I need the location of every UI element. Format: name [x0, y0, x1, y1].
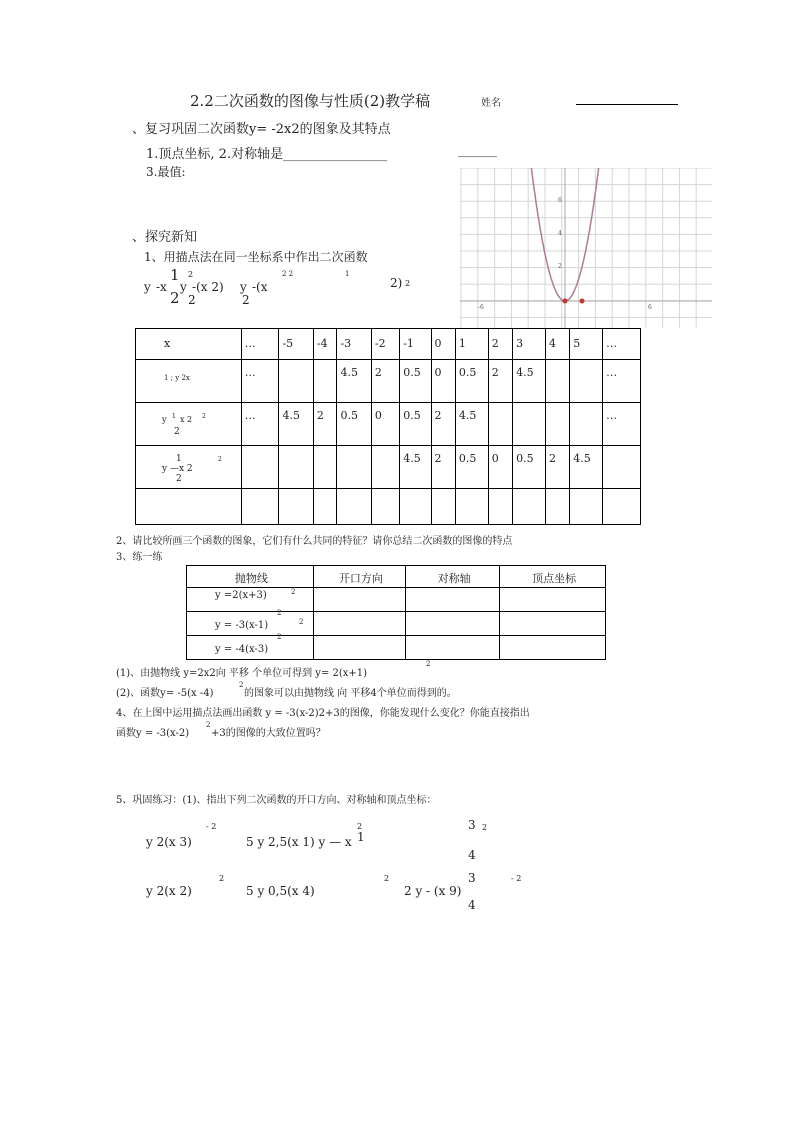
table-cell: 0.5 — [455, 360, 488, 403]
answer-cell[interactable] — [406, 612, 500, 636]
parabola-expression-text: y = -3(x-1) — [215, 620, 269, 631]
answer-cell[interactable] — [500, 636, 606, 660]
values-table — [135, 328, 641, 525]
table-cell — [513, 403, 546, 446]
table-header-cell: 4 — [545, 329, 569, 360]
parabola-expression — [187, 633, 314, 660]
table-cell — [570, 403, 603, 446]
parabola-expression-exp: 2 — [291, 588, 296, 596]
item-2-exp: 2 — [239, 681, 244, 689]
table-header-cell: -4 — [313, 329, 337, 360]
table-cell: 2 — [431, 403, 455, 446]
table-cell: 4.5 — [455, 403, 488, 446]
func2-bot: 2 — [188, 293, 196, 307]
table-cell: 4.5 — [337, 360, 371, 403]
row3-label-c: 2 — [176, 474, 182, 484]
func3-sup: 2 2 — [282, 270, 294, 278]
empty-cell — [241, 489, 279, 525]
table-cell — [545, 403, 569, 446]
answer-cell[interactable] — [500, 588, 606, 612]
empty-cell — [371, 489, 399, 525]
exercise-2c-top: 3 — [468, 871, 476, 885]
table-cell: 4.5 — [570, 446, 603, 489]
table-cell: 2 — [488, 360, 512, 403]
parabola-expression-text: y =2(x+3) — [215, 590, 267, 601]
func2-body: -(x 2) — [192, 280, 224, 294]
table-header-cell: -5 — [279, 329, 313, 360]
table-cell — [570, 360, 603, 403]
exercise-1c-bot: 4 — [468, 848, 476, 862]
table-cell — [603, 446, 641, 489]
exercise-2c-exp2: - 2 — [511, 874, 522, 883]
parabola-table-header: 抛物线 — [187, 566, 314, 588]
table-cell: 0.5 — [455, 446, 488, 489]
table-cell: … — [241, 360, 279, 403]
answer-cell[interactable] — [500, 612, 606, 636]
exercise-2b: 5 y 0,5(x 4) — [246, 884, 315, 898]
func3-tail-exp: 2 — [405, 279, 411, 288]
func2-exp: 2 — [188, 270, 194, 279]
parabola-table — [186, 565, 606, 660]
parabola-expression — [187, 588, 314, 612]
xtick-neg6: -6 — [478, 304, 484, 311]
parabola-expression-top: 2 — [277, 633, 282, 641]
question-5: 5、巩固练习：(1)、指出下列二次函数的开口方向、对称轴和顶点坐标： — [116, 795, 437, 806]
row1-label: 1 ; y 2x — [164, 374, 190, 382]
table-cell: 0.5 — [337, 403, 371, 446]
answer-cell[interactable] — [406, 636, 500, 660]
table-cell: 2 — [371, 360, 399, 403]
table-header-cell: 1 — [455, 329, 488, 360]
empty-cell — [488, 489, 512, 525]
func3-bot: 2 — [242, 293, 250, 307]
table-cell: 2 — [431, 446, 455, 489]
func1-frac-top: 1 — [170, 266, 180, 284]
question-4-line2-tail: +3的图像的大致位置吗？ — [211, 728, 326, 739]
exercise-1b: 5 y 2,5(x 1) y — x — [246, 835, 352, 849]
table-header-cell: x — [136, 329, 242, 360]
row3-label-a: 1 — [176, 454, 182, 464]
item-1: (1)、由抛物线 y=2x2向 平移 个单位可得到 y= 2(x+1) — [116, 668, 368, 679]
func1-eq: -x — [156, 280, 167, 294]
table-cell: 2 — [313, 403, 337, 446]
table-cell — [313, 360, 337, 403]
table-header-cell: 5 — [570, 329, 603, 360]
table-cell: 4.5 — [279, 403, 313, 446]
table-cell — [279, 360, 313, 403]
func3-y: y — [240, 280, 247, 294]
table-cell: 0 — [431, 360, 455, 403]
question-3-heading: 3、练一练 — [116, 552, 163, 563]
row2-label-d: 2 — [202, 413, 206, 420]
parabola-graph — [460, 168, 712, 328]
row2-label-b: 1 — [172, 413, 176, 420]
answer-cell[interactable] — [313, 636, 405, 660]
table-cell: … — [241, 403, 279, 446]
page-title: 2.2二次函数的图像与性质(2)教学稿 — [190, 92, 431, 110]
table-header-cell: -2 — [371, 329, 399, 360]
func3-mark: 1 — [345, 270, 350, 278]
ytick-6: 6 — [558, 197, 562, 204]
exercise-1a: y 2(x 3) — [146, 835, 192, 849]
question-4-line2-exp: 2 — [206, 721, 211, 729]
table-header-cell: … — [241, 329, 279, 360]
question-4-line2: 函数y = -3(x-2) — [116, 728, 190, 739]
table-cell: 0.5 — [513, 446, 546, 489]
parabola-table-header: 顶点坐标 — [500, 566, 606, 588]
review-q1-blank: ______ — [458, 143, 497, 158]
table-cell: … — [603, 360, 641, 403]
parabola-table-header: 对称轴 — [406, 566, 500, 588]
parabola-table-header: 开口方向 — [313, 566, 405, 588]
exercise-2c-exp: 2 — [384, 874, 390, 883]
exercise-1a-exp: - 2 — [206, 822, 217, 831]
table-cell — [545, 360, 569, 403]
empty-cell — [337, 489, 371, 525]
table-header-cell: 2 — [488, 329, 512, 360]
question-4-line1: 4、在上图中运用描点法画出函数 y = -3(x-2)2+3的图像，你能发现什么变化？你能直接指出 — [116, 708, 530, 719]
empty-cell — [279, 489, 313, 525]
table-cell — [488, 403, 512, 446]
empty-cell — [603, 489, 641, 525]
empty-cell — [313, 489, 337, 525]
ytick-4: 4 — [558, 230, 562, 237]
sample-point — [580, 299, 585, 304]
table-cell — [371, 446, 399, 489]
answer-cell[interactable] — [313, 588, 405, 612]
func3-tail: 2) — [390, 276, 403, 290]
review-q3: 3.最值: — [146, 165, 186, 179]
table-header-cell: -1 — [400, 329, 431, 360]
review-heading: 、复习巩固二次函数y= -2x2的图象及其特点 — [132, 122, 391, 137]
answer-cell[interactable] — [406, 588, 500, 612]
exercise-1b-frac: 1 — [357, 830, 365, 844]
empty-cell — [455, 489, 488, 525]
exercise-1c-exp: 2 — [482, 823, 488, 832]
exercise-2c-bot: 4 — [468, 898, 476, 912]
parabola-expression-top: 2 — [277, 609, 282, 617]
table-cell — [241, 446, 279, 489]
review-q1: 1.顶点坐标, 2.对称轴是________________ — [146, 147, 388, 162]
item-1-exp: 2 — [426, 660, 431, 668]
table-header-cell: … — [603, 329, 641, 360]
row2-label-e: 2 — [174, 427, 180, 437]
exercise-2c: 2 y - (x 9) — [404, 884, 462, 898]
row-label — [136, 446, 242, 489]
exercise-1c-top: 3 — [468, 818, 476, 832]
table-cell: 4.5 — [513, 360, 546, 403]
table-cell: 0 — [488, 446, 512, 489]
item-2: (2)、函数y= -5(x -4) — [116, 688, 214, 699]
explore-heading: 、探究新知 — [132, 230, 198, 245]
table-cell — [313, 446, 337, 489]
name-label: 姓名 — [481, 98, 501, 109]
parabola-expression-text: y = -4(x-3) — [215, 644, 269, 655]
table-header-cell: -3 — [337, 329, 371, 360]
table-cell: … — [603, 403, 641, 446]
row2-label-y: y — [162, 415, 167, 424]
table-cell: 2 — [545, 446, 569, 489]
table-cell: 0.5 — [400, 360, 431, 403]
func2-y: y — [180, 280, 187, 294]
row2-label-c: x 2 — [180, 415, 193, 424]
empty-cell — [400, 489, 431, 525]
explore-step1: 1、用描点法在同一坐标系中作出二次函数 — [144, 250, 368, 264]
exercise-2a-exp: 2 — [219, 874, 225, 883]
exercise-1b-exp: 2 — [357, 822, 363, 831]
parabola-expression — [187, 609, 314, 636]
table-cell — [279, 446, 313, 489]
func3-body: -(x — [252, 280, 268, 294]
table-cell: 0 — [371, 403, 399, 446]
table-cell — [337, 446, 371, 489]
empty-cell — [570, 489, 603, 525]
item-2-tail: 的图象可以由抛物线 向 平移4个单位而得到的。 — [244, 688, 457, 699]
question-2: 2、请比较所画三个函数的图象，它们有什么共同的特征？请你总结二次函数的图像的特点 — [116, 536, 513, 547]
func1-frac-bot: 2 — [170, 289, 180, 307]
row3-label-d: 2 — [218, 456, 222, 463]
ytick-2: 2 — [558, 263, 562, 270]
parabola-expression-exp: 2 — [299, 618, 304, 626]
table-header-cell: 0 — [431, 329, 455, 360]
row-label — [136, 403, 242, 446]
table-cell: 4.5 — [400, 446, 431, 489]
vertex-point — [563, 299, 568, 304]
row3-label-b: y —x 2 — [162, 464, 193, 474]
answer-cell[interactable] — [313, 612, 405, 636]
empty-cell — [136, 489, 242, 525]
empty-cell — [431, 489, 455, 525]
func1-y: y — [144, 280, 151, 294]
table-header-cell: 3 — [513, 329, 546, 360]
empty-cell — [513, 489, 546, 525]
exercise-2a: y 2(x 2) — [146, 884, 192, 898]
name-blank-line — [576, 104, 678, 105]
xtick-pos6: 6 — [648, 304, 652, 311]
table-cell: 0.5 — [400, 403, 431, 446]
empty-cell — [545, 489, 569, 525]
row-label — [136, 360, 242, 403]
